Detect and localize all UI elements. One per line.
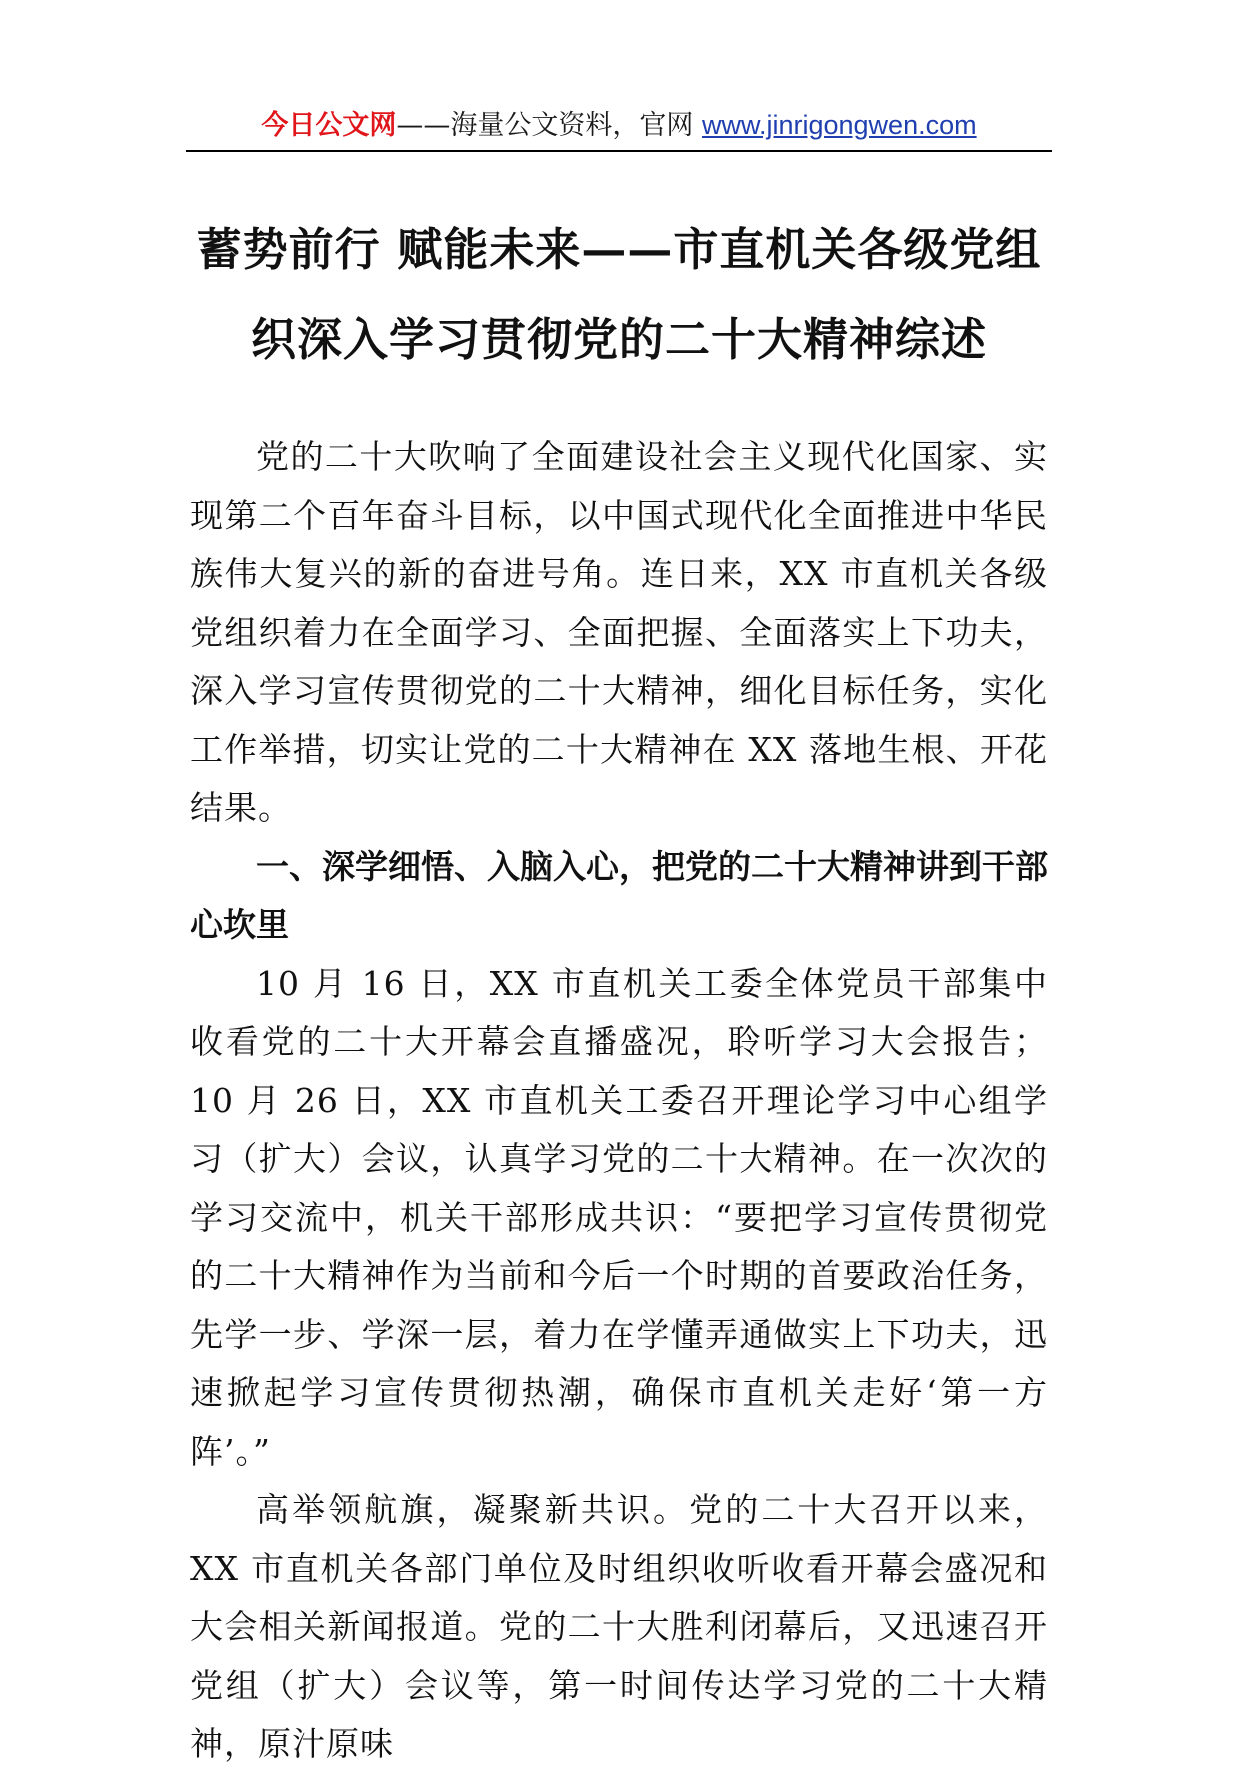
header-tagline: ——海量公文资料，官网 [396, 110, 702, 141]
header-banner [261, 108, 976, 143]
section-heading-1: 一、深学细悟、入脑入心，把党的二十大精神讲到干部心坎里 [190, 846, 1048, 944]
section-1-paragraph-2: 高举领航旗，凝聚新共识。党的二十大召开以来，XX 市直机关各部门单位及时组织收听收看开幕会盛况和大会相关新闻报道。党的二十大胜利闭幕后，又迅速召开党组（扩大）会议等，第一时间传达学习党的二十大精神，原汁原味 [190, 1490, 1048, 1763]
brand-name: 今日公文网 [261, 110, 397, 141]
document-body [190, 428, 1048, 1774]
section-1-paragraph-1: 10 月 16 日，XX 市直机关工委全体党员干部集中收看党的二十大开幕会直播盛况，聆听学习大会报告；10 月 26 日，XX 市直机关工委召开理论学习中心组学习（扩大）会议，认真学习党的二十大精神。在一次次的学习交流中，机关干部形成共识：“要把学习宣传贯彻党的二十大精神作为当前和今后一个时期的首要政治任务，先学一步、学深一层，着力在学懂弄通做实上下功夫，迅速掀起学习宣传贯彻热潮，确保市直机关走好‘第一方阵’。” [190, 963, 1048, 1471]
intro-paragraph: 党的二十大吹响了全面建设社会主义现代化国家、实现第二个百年奋斗目标，以中国式现代化全面推进中华民族伟大复兴的新的奋进号角。连日来，XX 市直机关各级党组织着力在全面学习、全面把握、全面落实上下功夫，深入学习宣传贯彻党的二十大精神，细化目标任务，实化工作举措，切实让党的二十大精神在 XX 落地生根、开花结果。 [190, 437, 1048, 827]
website-link[interactable]: www.jinrigongwen.com [701, 110, 977, 140]
page-header [186, 100, 1052, 152]
title-line-1: 蓄势前行 赋能未来——市直机关各级党组 [196, 223, 1042, 276]
title-line-2: 织深入学习贯彻党的二十大精神综述 [250, 313, 987, 366]
document-title [186, 205, 1052, 385]
